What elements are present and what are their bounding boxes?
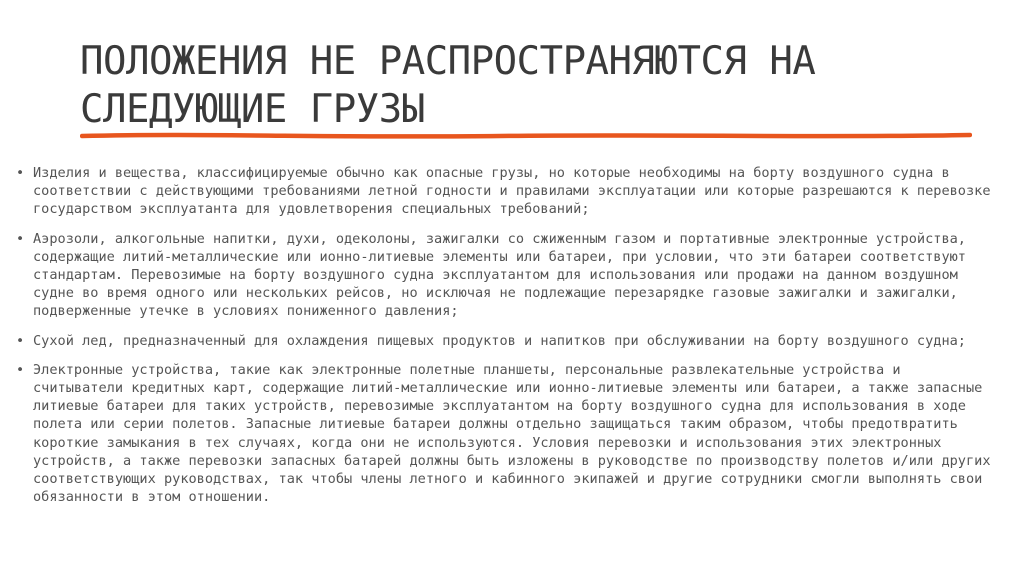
bullet-dot: •: [16, 332, 25, 349]
bullet-text: Аэрозоли, алкогольные напитки, духи, одеколоны, зажигалки со сжиженным газом и портативные электронные устройства, содержащие литий-металлические или ионно-литиевые элементы или батареи, при условии, что эти батареи соответствуют стандартам. Перевозимые на борту воздушного судна эксплуатантом для использования или продажи на данном воздушном судне во время одного или нескольких рейсов, но исключая не подлежащие перезарядке газовые зажигалки и зажигалки, подверженные утечке в условиях пониженного давления;: [33, 230, 966, 320]
title-underline: [80, 130, 972, 142]
title-underline-stroke: [82, 135, 970, 136]
bullet-text: Сухой лед, предназначенный для охлаждения пищевых продуктов и напитков при обслуживании на борту воздушного судна;: [33, 332, 966, 349]
bullet-dot: •: [16, 230, 25, 247]
slide-title: ПОЛОЖЕНИЯ НЕ РАСПРОСТРАНЯЮТСЯ НА СЛЕДУЮЩИЕ ГРУЗЫ: [80, 39, 816, 132]
bullet-text: Изделия и вещества, классифицируемые обычно как опасные грузы, но которые необходимы на борту воздушного судна в соответствии с действующими требованиями летной годности и правилами эксплуатации или которые разрешаются к перевозке государством эксплуатанта для удовлетворения специальных требований;: [33, 165, 991, 218]
bullet-list: [16, 164, 996, 517]
bullet-dot: •: [16, 361, 25, 378]
bullet-item: [16, 361, 996, 507]
bullet-item: [16, 230, 996, 321]
bullet-item: [16, 164, 996, 219]
bullet-text: Электронные устройства, такие как электронные полетные планшеты, персональные развлекательные устройства и считыватели кредитных карт, содержащие литий-металлические или ионно-литиевые элементы или батареи, а также запасные литиевые батареи для таких устройств, перевозимые эксплуатантом на борту воздушного судна для использования в ходе полета или серии полетов. Запасные литиевые батареи должны отдельно защищаться таким образом, чтобы предотвратить короткие замыкания в тех случаях, когда они не используются. Условия перевозки и использования этих электронных устройств, а также перевозки запасных батарей должны быть изложены в руководстве по производству полетов и/или других соответствующих руководствах, так чтобы члены летного и кабинного экипажей и другие сотрудники смогли выполнять свои обязанности в этом отношении.: [33, 361, 991, 506]
bullet-dot: •: [16, 165, 25, 181]
bullet-item: [16, 332, 996, 350]
